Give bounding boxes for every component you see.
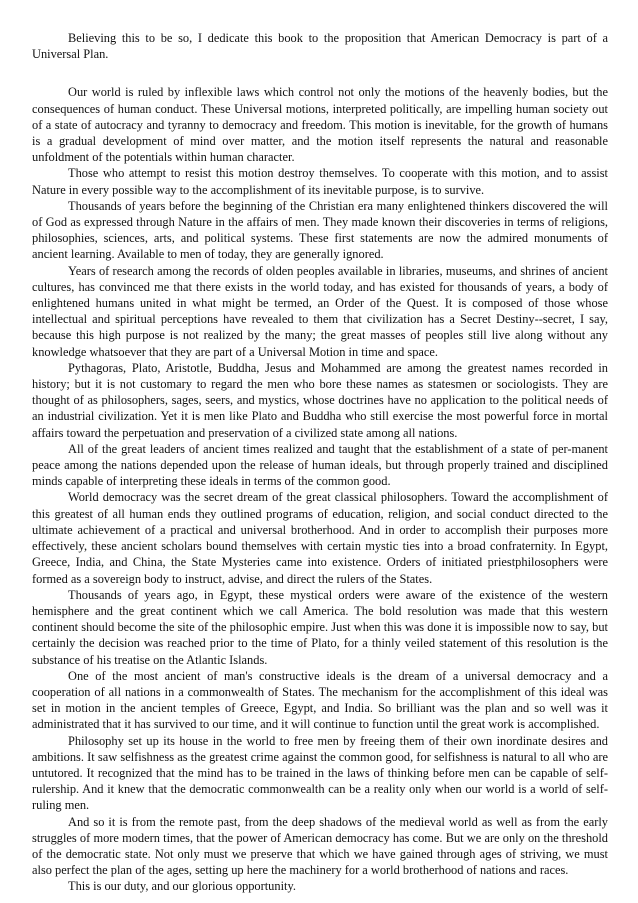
body-paragraph: Philosophy set up its house in the world to free men by freeing them of their own inordinate desires and ambitions. It saw selfishness as the greatest crime against the common good, for selfishness is natural to all who are untutored. It recognized that the mind has to be trained in the laws of thinking before men can be capable of self-rulership. And it knew that the democratic commonwealth can be a reality only when our world is a world of self-ruling men. [32,733,608,813]
body-paragraph: Thousands of years ago, in Egypt, these mystical orders were aware of the existence of the western hemisphere and the great continent which we call America. The bold resolution was made that this western continent should become the site of the philosophic empire. Just when this was done it is impossible now to say, but certainly the decision was reached prior to the time of Plato, for a thinly veiled statement of this resolution is the substance of his treatise on the Atlantic Islands. [32,587,608,667]
body-paragraph: One of the most ancient of man's constructive ideals is the dream of a universal democracy and a cooperation of all nations in a commonwealth of States. The mechanism for the accomplishment of this ideal was set in motion in the ancient temples of Greece, Egypt, and India. So brilliant was the plan and so well was it administrated that it has survived to our time, and it will continue to function until the great work is accomplished. [32,668,608,732]
closing-paragraph: This is our duty, and our glorious opportunity. [68,879,296,894]
body-paragraph: Years of research among the records of olden peoples available in libraries, museums, and shrines of ancient cultures, has convinced me that there exists in the world today, and has existed for thousands of years, a body of enlightened humans united in what might be termed, an Order of the Quest. It is composed of those whose intellectual and spiritual perceptions have revealed to them that civilization has a Secret Destiny--secret, I say, because this high purpose is not realized by the many; the great masses of peoples still live along without any knowledge whatsoever that they are part of a Universal Motion in time and space. [32,263,608,359]
body-paragraph: And so it is from the remote past, from the deep shadows of the medieval world as well as from the early struggles of more modern times, that the power of American democracy has come. But we are only on the threshold of the democratic state. Not only must we preserve that which we have gained through ages of striving, we must also perfect the plan of the ages, setting up here the machinery for a world brotherhood of nations and races. [32,814,608,878]
body-paragraph: Those who attempt to resist this motion destroy themselves. To cooperate with this motion, and to assist Nature in every possible way to the accomplishment of its inevitable purpose, is to survive. [32,166,608,197]
body-paragraph: Thousands of years before the beginning of the Christian era many enlightened thinkers discovered the will of God as expressed through Nature in the affairs of men. They made known their discoveries in terms of religions, philosophies, sciences, arts, and political systems. These first statements are now the admired monuments of ancient learning. Available to men of today, they are generally ignored. [32,198,608,262]
dedication-paragraph: Believing this to be so, I dedicate this book to the proposition that American Democracy is part of a Universal Plan. [32,31,608,62]
body-paragraph: Our world is ruled by inflexible laws which control not only the motions of the heavenly bodies, but the consequences of human conduct. These Universal motions, interpreted politically, are impelling human society out of a state of autocracy and tyranny to democracy and freedom. This motion is inevitable, for the growth of humans is a gradual development of mind over matter, and the motion itself represents the natural and reasonable unfoldment of the potentials within human character. [32,85,608,165]
body-paragraph: All of the great leaders of ancient times realized and taught that the establishment of a state of per-manent peace among the nations depended upon the release of human ideals, but through properly trained and disciplined minds capable of interpreting these ideals in terms of the common good. [32,441,608,489]
body-paragraph: World democracy was the secret dream of the great classical philosophers. Toward the accomplishment of this greatest of all human ends they outlined programs of education, religion, and social conduct directed to the ultimate achievement of a practical and universal brotherhood. And in order to accomplish their purposes more effectively, these ancient scholars bound themselves with certain mystic ties into a broad confraternity. In Egypt, Greece, India, and China, the State Mysteries came into existence. Orders of initiated priestphilosophers were formed as a sovereign body to instruct, advise, and direct the rulers of the States. [32,490,608,586]
body-paragraph: Pythagoras, Plato, Aristotle, Buddha, Jesus and Mohammed are among the greatest names recorded in history; but it is not customary to regard the men who bore these names as statesmen or sociologists. They are thought of as philosophers, sages, seers, and mystics, whose doctrines have no application to the political needs of an industrial civilization. Yet it is men like Plato and Buddha who still exercise the most powerful force in mortal affairs toward the perpetuation and preservation of a civilized state among all nations. [32,360,608,440]
